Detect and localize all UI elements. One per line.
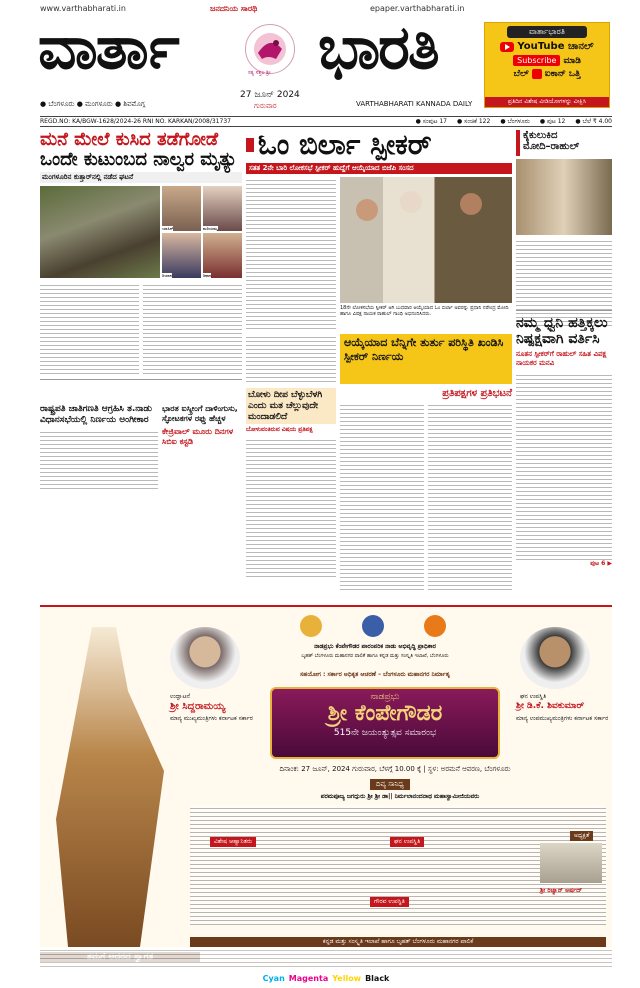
victim-caption: ಮರಿಯಮ್ಮ bbox=[203, 226, 218, 232]
speaker-photo bbox=[340, 177, 512, 303]
volume: ● ಸಂಪುಟ 17 bbox=[415, 117, 447, 125]
kempegowda-statue bbox=[44, 627, 164, 947]
emergency-headline: ಆಯ್ಕೆಯಾದ ಬೆನ್ನಿಗೇ ತುರ್ತು ಪರಿಸ್ಥಿತಿ ಖಂಡಿಸಿ ಸ್ಪೀಕರ್ ನಿರ್ಣಯ bbox=[344, 336, 504, 363]
victim-photo bbox=[162, 233, 201, 278]
ad-presidency-label: ಅಧ್ಯಕ್ಷತೆ bbox=[570, 831, 593, 841]
masthead bbox=[0, 0, 640, 118]
ad-chief-label: ವಿಶೇಷ ಆಹ್ವಾನಿತರು bbox=[210, 837, 256, 847]
story-right-headline-1: ಕೈಕುಲುಕಿದ bbox=[523, 130, 558, 141]
masthead-logo bbox=[245, 24, 295, 74]
youtube-channel-label: YouTube ಚಾನಲ್ bbox=[517, 41, 594, 52]
govt-advertisement bbox=[40, 605, 612, 967]
banner-sub: 515ನೇ ಜಯಂತ್ಯುತ್ಸವ ಸಮಾರಂಭ bbox=[333, 728, 437, 739]
youtube-promo-title: ವಾರ್ತಾಭಾರತಿ bbox=[507, 26, 587, 38]
masthead-title-left: ವಾರ್ತಾ bbox=[38, 13, 178, 83]
masthead-logo-text: ಸತ್ಯ ಸತ್ತಲ ಶ್ರೀ bbox=[248, 70, 271, 76]
sidebar-byline: ಬೋಳುವಂತಿರುವ ವಿಷಯ ಪ್ರತಿಪಕ್ಷ bbox=[246, 426, 313, 434]
masthead-editions: ● ಬೆಂಗಳೂರು ● ಮಂಗಳೂರು ● ಶಿವಮೊಗ್ಗ bbox=[40, 100, 146, 108]
story-right-headline-2: ಮೋದಿ–ರಾಹುಲ್ bbox=[523, 141, 580, 152]
victim-photo bbox=[162, 186, 201, 231]
emergency-story[interactable] bbox=[340, 388, 512, 600]
masthead-tagline: ಜನದನಿಯ ಸಾರಥಿ bbox=[210, 4, 258, 13]
collapse-photo bbox=[40, 186, 160, 278]
kejriwal-headline: ಕೇಜ್ರಿವಾಲ್ ಮೂರು ದಿನಗಳ ಸಿಬಿಐ ಕಸ್ಟಡಿ bbox=[162, 427, 234, 446]
masthead-day: ಗುರುವಾರ bbox=[254, 102, 277, 110]
banner-big: ಶ್ರೀ ಕೆಂಪೇಗೌಡರ bbox=[327, 701, 443, 726]
place: ● ಬೆಂಗಳೂರು bbox=[500, 117, 530, 125]
masthead-date: 27 ಜೂನ್ 2024 bbox=[240, 90, 300, 100]
victim-caption: ಯಾಸಿನ್ bbox=[162, 226, 174, 232]
story-left-headline-2: ಒಂದೇ ಕುಟುಂಬದ ನಾಲ್ವರ ಮೃತ್ಯು bbox=[40, 148, 238, 170]
story-right2-body bbox=[516, 372, 612, 560]
cm-portrait bbox=[170, 627, 240, 689]
sidebar-headline: ಬೋಳು ದೀಪ ಬೆಳ್ಳುಬೆಳಗಿ ಎಂದು ಮತ ಚೆಲ್ಲುವುದೇ ಮಂದಾಡಲಿದೆ bbox=[246, 388, 336, 424]
icon-press-label: ಐಕಾನ್ ಒತ್ತಿ bbox=[544, 69, 581, 79]
story-opposition[interactable] bbox=[516, 310, 612, 600]
census-headline: ರಾಷ್ಟ್ರಪತಿ ಜಾತಿಗಣತಿ ಆಗ್ರಹಿಸಿ ತ.ನಾಡು ವಿಧಾನಸಭೆಯಲ್ಲಿ ನಿರ್ಣಯ ಅಂಗೀಕಾರ bbox=[40, 404, 153, 425]
census-body bbox=[40, 429, 158, 489]
handshake-photo bbox=[516, 159, 612, 235]
black-label: Black bbox=[365, 973, 390, 983]
story-handshake[interactable] bbox=[516, 130, 612, 306]
youtube-play-icon bbox=[500, 42, 514, 52]
bell-icon bbox=[532, 69, 542, 79]
price: ● ಬೆಲೆ ₹ 4.00 bbox=[575, 117, 612, 125]
ad-presidency-name: ಶ್ರೀ ರಿಜ್ವಾನ್ ಅರ್ಷದ್ bbox=[540, 887, 583, 894]
story-left-headline-1: ಮನೆ ಮೇಲೆ ಕುಸಿದ ತಡೆಗೋಡೆ bbox=[40, 129, 219, 150]
ad-line3: ಸಹಯೋಗ : ಸರ್ಕಾರ ಅಧಿಕೃತ ಆಚರಣೆ – ಬೆಂಗಳೂರು ಮಹಾನಗರ ನಿರ್ಮಾತೃ bbox=[299, 671, 451, 678]
story-center-headline: ಓಂ ಬಿರ್ಲಾ ಸ್ಪೀಕರ್ bbox=[258, 128, 432, 161]
victim-photo bbox=[203, 233, 242, 278]
victim-caption: ರಿಫಾನ bbox=[203, 273, 212, 279]
story-census[interactable] bbox=[40, 404, 158, 598]
issue: ● ಸಂಚಿಕೆ 122 bbox=[457, 117, 491, 125]
magenta-label: Magenta bbox=[288, 973, 329, 983]
ad-dept: ಕನ್ನಡ ಮತ್ತು ಸಂಸ್ಕೃತಿ ಇಲಾಖೆ ಹಾಗೂ ಬೃಹತ್ ಬೆಂಗಳೂರು ಮಹಾನಗರ ಪಾಲಿಕೆ bbox=[190, 937, 606, 947]
story-speaker[interactable] bbox=[246, 130, 512, 330]
story-icecream[interactable] bbox=[162, 404, 242, 598]
ad-swami: ಪರಮಪೂಜ್ಯ ಜಗದ್ಗುರು ಶ್ರೀ ಶ್ರೀ ಡಾ|| ನಿರ್ಮಲಾನಂದನಾಥ ಮಹಾಸ್ವಾಮೀಜಿಯವರು bbox=[320, 793, 480, 800]
yellow-label: Yellow bbox=[332, 973, 362, 983]
pages: ● ಪುಟ 12 bbox=[539, 117, 566, 125]
lotus-bullet-icon bbox=[246, 138, 254, 152]
dcm-title: ಮಾನ್ಯ ಉಪಮುಖ್ಯಮಂತ್ರಿಗಳು ಕರ್ನಾಟಕ ಸರ್ಕಾರ bbox=[516, 715, 609, 722]
bottom-story-row bbox=[40, 404, 242, 598]
cm-name: ಶ್ರೀ ಸಿದ್ದರಾಮಯ್ಯ bbox=[170, 701, 226, 712]
info-bar bbox=[40, 116, 612, 127]
story-center-body-lower bbox=[246, 334, 336, 384]
ad-date-line: ದಿನಾಂಕ: 27 ಜೂನ್, 2024 ಗುರುವಾರ, ಬೆಳಗ್ಗೆ 10.00 ಕ್ಕೆ | ಸ್ಥಳ: ಅರಮನೆ ಆವರಣ, ಬೆಂಗಳೂರು bbox=[279, 765, 511, 773]
youtube-promo-footer: ಪ್ರತಿದಿನ ವಿಶೇಷ ವೀಡಿಯೋಗಳನ್ನು ವೀಕ್ಷಿಸಿ bbox=[485, 97, 609, 107]
dcm-name: ಶ್ರೀ ಡಿ.ಕೆ. ಶಿವಕುಮಾರ್ bbox=[516, 701, 585, 711]
inaug-label: ಉದ್ಘಾಟನೆ bbox=[170, 693, 190, 700]
masthead-english-name: VARTHABHARATI KANNADA DAILY bbox=[356, 100, 473, 108]
ad-line2: ಬೃಹತ್ ಬೆಂಗಳೂರು ಮಹಾನಗರ ಪಾಲಿಕೆ ಹಾಗೂ ಕನ್ನಡ ಮತ್ತು ಸಂಸ್ಕೃತಿ ಇಲಾಖೆ, ಬೆಂಗಳೂರು bbox=[301, 653, 449, 659]
seal-icon bbox=[300, 615, 322, 637]
icecream-headline: ಭಾರತ ಐಸ್ಕ್ರೀಂಗೆ ದಾಳಿಂಗುಸು, ಸ್ಫೋಟಕಗಳ ರಫ್ತು ಹೆಚ್ಚಳ bbox=[162, 404, 238, 423]
story-left-body-col2 bbox=[143, 282, 242, 376]
masthead-url-left[interactable]: www.varthabharati.in bbox=[40, 4, 126, 13]
story-left-sub: ಮಂಗಳೂರಿನ ಕುತ್ತಾರ್‌ನಲ್ಲಿ ನಡೆದ ಘಟನೆ bbox=[40, 172, 242, 183]
building-photo bbox=[540, 843, 602, 883]
bell-label: ಬೆಲ್ bbox=[513, 69, 529, 79]
dcm-label: ಘನ ಉಪಸ್ಥಿತಿ bbox=[520, 693, 547, 700]
cyan-label: Cyan bbox=[262, 973, 285, 983]
temple-emblem-icon bbox=[362, 615, 384, 637]
emergency-body-col2 bbox=[428, 402, 512, 590]
emergency-protest: ಪ್ರತಿಪಕ್ಷಗಳ ಪ್ರತಿಭಟನೆ bbox=[442, 388, 512, 399]
masthead-title-right: ಭಾರತಿ bbox=[318, 13, 438, 83]
ad-officials-row bbox=[40, 947, 612, 967]
subscribe-suffix: ಮಾಡಿ bbox=[563, 55, 581, 66]
flame-emblem-icon bbox=[424, 615, 446, 637]
regd-number: REGD.NO: KA/BGW-1628/2024-26 RNI NO. KARKAN/2008/31737 bbox=[40, 118, 231, 125]
logo-emblem-icon bbox=[250, 29, 290, 69]
youtube-promo[interactable] bbox=[484, 22, 610, 108]
cm-title: ಮಾನ್ಯ ಮುಖ್ಯಮಂತ್ರಿಗಳು ಕರ್ನಾಟಕ ಸರ್ಕಾರ bbox=[170, 715, 253, 722]
masthead-url-right[interactable]: epaper.varthabharati.in bbox=[370, 4, 465, 13]
story-center-sub: ಸತತ 2ನೇ ಬಾರಿ ಲೋಕಸಭೆ ಸ್ಪೀಕರ್ ಹುದ್ದೆಗೆ ಆಯ್ಕೆಯಾದ ಬಿಜೆಪಿ ಸಂಸದ bbox=[246, 163, 512, 174]
sidebar-body bbox=[246, 437, 336, 577]
ad-honor-label: ಗೌರವ ಉಪಸ್ಥಿತಿ bbox=[370, 897, 409, 907]
emergency-body-col1 bbox=[340, 402, 424, 590]
story-center-body bbox=[246, 177, 336, 331]
victim-photo bbox=[203, 186, 242, 231]
victim-caption: ರಿಯಾನ bbox=[162, 273, 173, 279]
ad-line1: ನಾಡಪ್ರಭು ಕೆಂಪೇಗೌಡರ ಪಾರಂಪರಿಕ ನಾಡು ಅಭಿವೃದ್ಧಿ ಪ್ರಾಧಿಕಾರ bbox=[314, 643, 436, 650]
color-registration bbox=[40, 970, 612, 986]
story-left-body-col1 bbox=[40, 282, 139, 376]
read-more-link[interactable]: ಪುಟ 6 ▶ bbox=[590, 560, 612, 568]
sidebar-story[interactable] bbox=[246, 388, 336, 600]
subscribe-button[interactable]: Subscribe bbox=[513, 55, 560, 66]
story-right2-sub: ನೂತನ ಸ್ಪೀಕರ್‌ಗೆ ರಾಹುಲ್ ಸಹಿತ ವಿಪಕ್ಷ ನಾಯಕರ ಮನವಿ bbox=[516, 350, 607, 368]
center-middle-row bbox=[246, 334, 512, 384]
ad-banner bbox=[270, 687, 500, 759]
speaker-photo-caption: 18ನೇ ಲೋಕಸಭೆಯ ಸ್ಪೀಕರ್ ಆಗಿ ಬುಧವಾರ ಆಯ್ಕೆಯಾದ ಓಂ ಬಿರ್ಲಾ ಅವರನ್ನು ಪ್ರಧಾನಿ ನರೇಂದ್ರ ಮೋದಿ ಹಾಗೂ ವಿಪಕ್ಷ ನಾಯಕ ರಾಹುಲ್ ಗಾಂಧಿ ಅಭಿನಂದಿಸಿದರು. bbox=[340, 304, 509, 317]
story-right2-headline: ನಮ್ಮ ಧ್ವನಿ ಹತ್ತಿಕ್ಕಲು ನಿಷ್ಪಕ್ಷವಾಗಿ ವರ್ತಿಸಿ bbox=[516, 315, 608, 348]
ad-divine: ದಿವ್ಯ ಸಾನಿಧ್ಯ bbox=[370, 779, 410, 790]
ad-presence-label: ಘನ ಉಪಸ್ಥಿತಿ bbox=[390, 837, 424, 847]
banner-small: ನಾಡಪ್ರಭು bbox=[370, 692, 400, 702]
dcm-portrait bbox=[520, 627, 590, 689]
